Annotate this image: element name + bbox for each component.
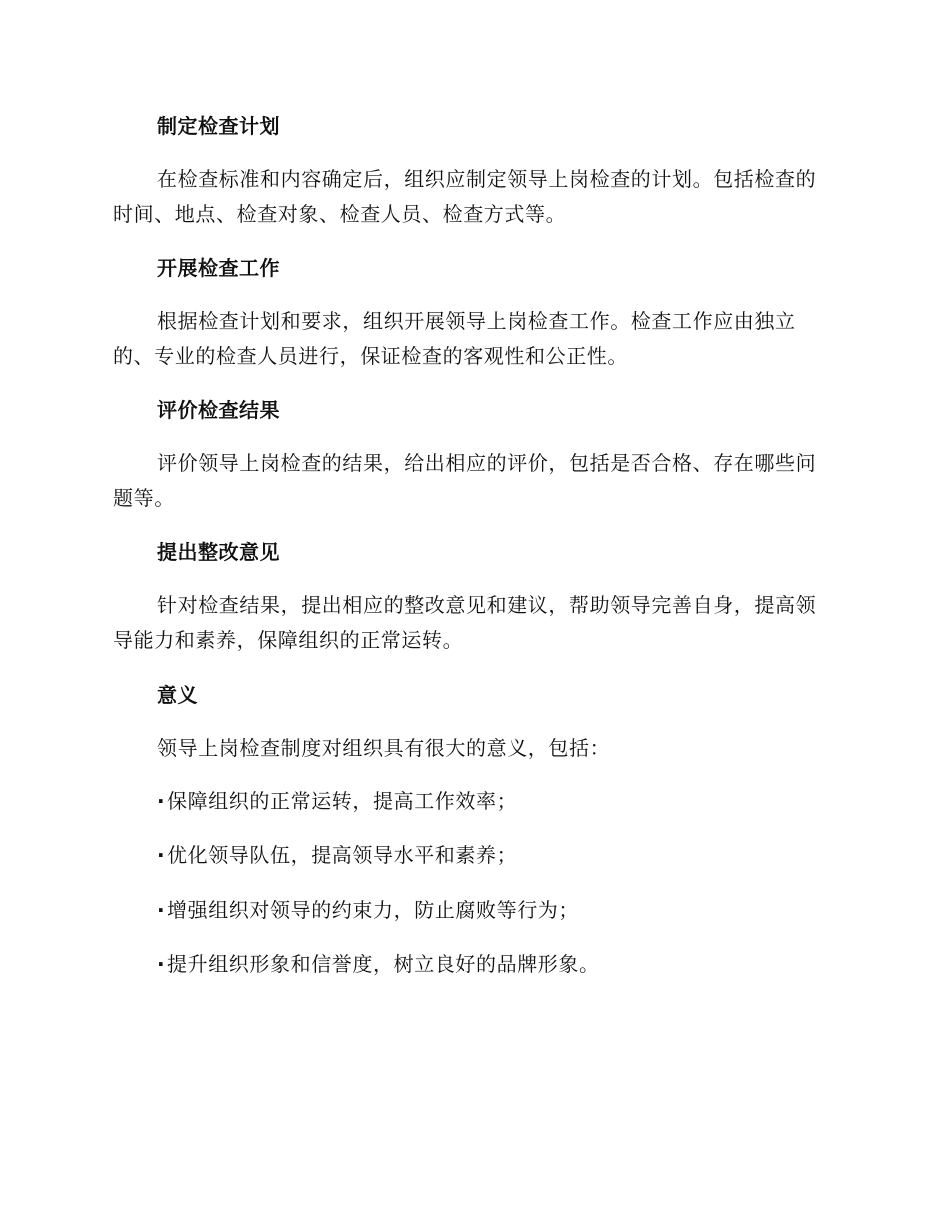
- significance-item: [157, 841, 517, 869]
- section-body-conduct: 根据检查计划和要求，组织开展领导上岗检查工作。检查工作应由独立的、专业的检查人员进行，保证检查的客观性和公正性。: [113, 309, 796, 368]
- bullet-icon: ·: [157, 843, 166, 867]
- bullet-icon: ·: [157, 898, 166, 922]
- section-body-rectify: 针对检查结果，提出相应的整改意见和建议，帮助领导完善自身，提高领导能力和素养，保障组织的正常运转。: [113, 593, 817, 652]
- significance-item-text: 提升组织形象和信誉度，树立良好的品牌形象。: [167, 952, 600, 976]
- significance-item: [157, 787, 517, 815]
- significance-item-text: 优化领导队伍，提高领导水平和素养；: [167, 843, 518, 867]
- bullet-icon: ·: [157, 789, 166, 813]
- section-heading-evaluate: 评价检查结果: [157, 398, 280, 422]
- significance-item-text: 增强组织对领导的约束力，防止腐败等行为；: [167, 898, 579, 922]
- significance-heading: 意义: [157, 683, 198, 707]
- significance-item-text: 保障组织的正常运转，提高工作效率；: [167, 789, 518, 813]
- section-body-plan: 在检查标准和内容确定后，组织应制定领导上岗检查的计划。包括检查的时间、地点、检查对象、检查人员、检查方式等。: [113, 167, 817, 226]
- significance-item: [157, 896, 579, 924]
- section-heading-conduct: 开展检查工作: [157, 256, 280, 280]
- section-heading-plan: 制定检查计划: [157, 114, 280, 138]
- section-body-evaluate: 评价领导上岗检查的结果，给出相应的评价，包括是否合格、存在哪些问题等。: [113, 451, 817, 510]
- significance-item: [157, 950, 600, 978]
- significance-intro: 领导上岗检查制度对组织具有很大的意义，包括：: [157, 736, 611, 760]
- section-heading-rectify: 提出整改意见: [157, 540, 280, 564]
- bullet-icon: ·: [157, 952, 166, 976]
